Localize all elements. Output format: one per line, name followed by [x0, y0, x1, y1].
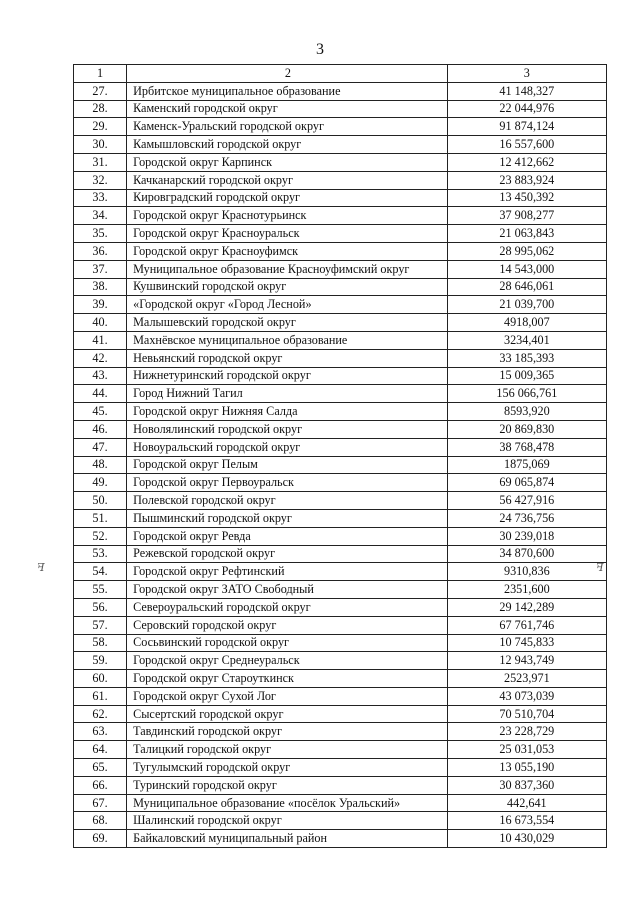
table-row [74, 296, 607, 314]
amount-value: 91 874,124 [447, 118, 606, 136]
row-number: 53. [74, 545, 127, 563]
amount-value: 56 427,916 [447, 492, 606, 510]
amount-value: 13 055,190 [447, 759, 606, 777]
amount-value: 16 557,600 [447, 136, 606, 154]
row-number: 50. [74, 492, 127, 510]
municipality-name: Малышевский городской округ [127, 314, 448, 332]
row-number: 65. [74, 759, 127, 777]
row-number: 62. [74, 705, 127, 723]
row-number: 35. [74, 225, 127, 243]
amount-value: 12 943,749 [447, 652, 606, 670]
table-row [74, 474, 607, 492]
municipality-name: Качканарский городской округ [127, 171, 448, 189]
municipality-name: Каменск-Уральский городской округ [127, 118, 448, 136]
row-number: 34. [74, 207, 127, 225]
table-row [74, 278, 607, 296]
amount-value: 24 736,756 [447, 509, 606, 527]
amount-value: 38 768,478 [447, 438, 606, 456]
table-row [74, 260, 607, 278]
row-number: 68. [74, 812, 127, 830]
row-number: 58. [74, 634, 127, 652]
amount-value: 37 908,277 [447, 207, 606, 225]
municipality-name: Городской округ Сухой Лог [127, 687, 448, 705]
row-number: 29. [74, 118, 127, 136]
row-number: 54. [74, 563, 127, 581]
municipality-name: Городской округ Рефтинский [127, 563, 448, 581]
municipality-name: Новоуральский городской округ [127, 438, 448, 456]
amount-value: 23 228,729 [447, 723, 606, 741]
row-number: 52. [74, 527, 127, 545]
table-row [74, 207, 607, 225]
amount-value: 25 031,053 [447, 741, 606, 759]
table-row [74, 527, 607, 545]
row-number: 36. [74, 242, 127, 260]
table-row [74, 153, 607, 171]
amount-value: 67 761,746 [447, 616, 606, 634]
table-row [74, 741, 607, 759]
table-row [74, 830, 607, 848]
municipality-name: Пышминский городской округ [127, 509, 448, 527]
row-number: 49. [74, 474, 127, 492]
amount-value: 4918,007 [447, 314, 606, 332]
amount-value: 15 009,365 [447, 367, 606, 385]
table-row [74, 331, 607, 349]
municipality-name: «Городской округ «Город Лесной» [127, 296, 448, 314]
row-number: 63. [74, 723, 127, 741]
municipality-name: Городской округ Карпинск [127, 153, 448, 171]
amount-value: 3234,401 [447, 331, 606, 349]
row-number: 56. [74, 598, 127, 616]
table-row [74, 687, 607, 705]
row-number: 64. [74, 741, 127, 759]
municipality-name: Городской округ Среднеуральск [127, 652, 448, 670]
header-col-2: 2 [127, 65, 448, 83]
amount-value: 22 044,976 [447, 100, 606, 118]
row-number: 32. [74, 171, 127, 189]
amount-value: 70 510,704 [447, 705, 606, 723]
municipality-name: Кушвинский городской округ [127, 278, 448, 296]
municipality-name: Невьянский городской округ [127, 349, 448, 367]
row-number: 41. [74, 331, 127, 349]
row-number: 37. [74, 260, 127, 278]
header-col-3: 3 [447, 65, 606, 83]
amount-value: 69 065,874 [447, 474, 606, 492]
table-row [74, 420, 607, 438]
amount-value: 16 673,554 [447, 812, 606, 830]
municipality-name: Тавдинский городской округ [127, 723, 448, 741]
amount-value: 41 148,327 [447, 82, 606, 100]
municipality-name: Городской округ Первоуральск [127, 474, 448, 492]
row-number: 51. [74, 509, 127, 527]
amount-value: 1875,069 [447, 456, 606, 474]
municipality-name: Нижнетуринский городской округ [127, 367, 448, 385]
municipality-name: Туринский городской округ [127, 776, 448, 794]
table-row [74, 598, 607, 616]
row-number: 45. [74, 403, 127, 421]
table-row [74, 492, 607, 510]
amount-value: 10 745,833 [447, 634, 606, 652]
table-row [74, 759, 607, 777]
table-header-row [74, 65, 607, 83]
amount-value: 20 869,830 [447, 420, 606, 438]
margin-mark-left: ꟻ [37, 562, 45, 574]
table-row [74, 794, 607, 812]
row-number: 67. [74, 794, 127, 812]
municipality-name: Североуральский городской округ [127, 598, 448, 616]
amount-value: 2523,971 [447, 670, 606, 688]
amount-value: 21 063,843 [447, 225, 606, 243]
table-row [74, 634, 607, 652]
row-number: 42. [74, 349, 127, 367]
municipality-name: Полевской городской округ [127, 492, 448, 510]
amount-value: 12 412,662 [447, 153, 606, 171]
table-row [74, 367, 607, 385]
row-number: 39. [74, 296, 127, 314]
municipality-name: Сосьвинский городской округ [127, 634, 448, 652]
municipality-name: Камышловский городской округ [127, 136, 448, 154]
row-number: 47. [74, 438, 127, 456]
table-row [74, 171, 607, 189]
municipality-name: Байкаловский муниципальный район [127, 830, 448, 848]
margin-mark-right: ꟻ [596, 562, 604, 574]
table-row [74, 349, 607, 367]
amount-value: 9310,836 [447, 563, 606, 581]
table-row [74, 100, 607, 118]
row-number: 30. [74, 136, 127, 154]
row-number: 28. [74, 100, 127, 118]
table-row [74, 189, 607, 207]
table-row [74, 225, 607, 243]
amount-value: 14 543,000 [447, 260, 606, 278]
table-row [74, 616, 607, 634]
row-number: 57. [74, 616, 127, 634]
amount-value: 28 995,062 [447, 242, 606, 260]
municipality-name: Ирбитское муниципальное образование [127, 82, 448, 100]
municipality-name: Городской округ Староуткинск [127, 670, 448, 688]
allocation-table [73, 64, 607, 848]
table-row [74, 705, 607, 723]
table-row [74, 670, 607, 688]
row-number: 61. [74, 687, 127, 705]
table-row [74, 509, 607, 527]
amount-value: 10 430,029 [447, 830, 606, 848]
municipality-name: Сысертский городской округ [127, 705, 448, 723]
municipality-name: Муниципальное образование Красноуфимский округ [127, 260, 448, 278]
row-number: 48. [74, 456, 127, 474]
row-number: 69. [74, 830, 127, 848]
table-row [74, 545, 607, 563]
amount-value: 2351,600 [447, 581, 606, 599]
municipality-name: Городской округ Красноуфимск [127, 242, 448, 260]
row-number: 46. [74, 420, 127, 438]
table-row [74, 563, 607, 581]
header-col-1: 1 [74, 65, 127, 83]
municipality-name: Режевской городской округ [127, 545, 448, 563]
table-row [74, 581, 607, 599]
amount-value: 156 066,761 [447, 385, 606, 403]
amount-value: 43 073,039 [447, 687, 606, 705]
table-row [74, 82, 607, 100]
amount-value: 13 450,392 [447, 189, 606, 207]
amount-value: 28 646,061 [447, 278, 606, 296]
table-row [74, 385, 607, 403]
table-row [74, 403, 607, 421]
table-row [74, 812, 607, 830]
amount-value: 21 039,700 [447, 296, 606, 314]
row-number: 59. [74, 652, 127, 670]
row-number: 31. [74, 153, 127, 171]
municipality-name: Махнёвское муниципальное образование [127, 331, 448, 349]
municipality-name: Новолялинский городской округ [127, 420, 448, 438]
row-number: 43. [74, 367, 127, 385]
row-number: 40. [74, 314, 127, 332]
table-body [74, 65, 607, 848]
table-row [74, 242, 607, 260]
table-row [74, 723, 607, 741]
municipality-name: Кировградский городской округ [127, 189, 448, 207]
page-number: 3 [316, 41, 324, 58]
municipality-name: Городской округ Ревда [127, 527, 448, 545]
amount-value: 30 837,360 [447, 776, 606, 794]
municipality-name: Городской округ Нижняя Салда [127, 403, 448, 421]
table-row [74, 776, 607, 794]
table-row [74, 136, 607, 154]
row-number: 27. [74, 82, 127, 100]
row-number: 55. [74, 581, 127, 599]
municipality-name: Город Нижний Тагил [127, 385, 448, 403]
amount-value: 442,641 [447, 794, 606, 812]
municipality-name: Талицкий городской округ [127, 741, 448, 759]
row-number: 44. [74, 385, 127, 403]
municipality-name: Городской округ Пелым [127, 456, 448, 474]
amount-value: 34 870,600 [447, 545, 606, 563]
amount-value: 30 239,018 [447, 527, 606, 545]
table-row [74, 652, 607, 670]
amount-value: 8593,920 [447, 403, 606, 421]
municipality-name: Тугулымский городской округ [127, 759, 448, 777]
row-number: 38. [74, 278, 127, 296]
row-number: 33. [74, 189, 127, 207]
municipality-name: Городской округ ЗАТО Свободный [127, 581, 448, 599]
municipality-name: Муниципальное образование «посёлок Уральский» [127, 794, 448, 812]
municipality-name: Серовский городской округ [127, 616, 448, 634]
municipality-name: Городской округ Краснотурьинск [127, 207, 448, 225]
amount-value: 23 883,924 [447, 171, 606, 189]
municipality-name: Шалинский городской округ [127, 812, 448, 830]
amount-value: 29 142,289 [447, 598, 606, 616]
amount-value: 33 185,393 [447, 349, 606, 367]
municipality-name: Городской округ Красноуральск [127, 225, 448, 243]
table-row [74, 314, 607, 332]
table-row [74, 456, 607, 474]
row-number: 60. [74, 670, 127, 688]
row-number: 66. [74, 776, 127, 794]
municipality-name: Каменский городской округ [127, 100, 448, 118]
table-row [74, 118, 607, 136]
table-row [74, 438, 607, 456]
